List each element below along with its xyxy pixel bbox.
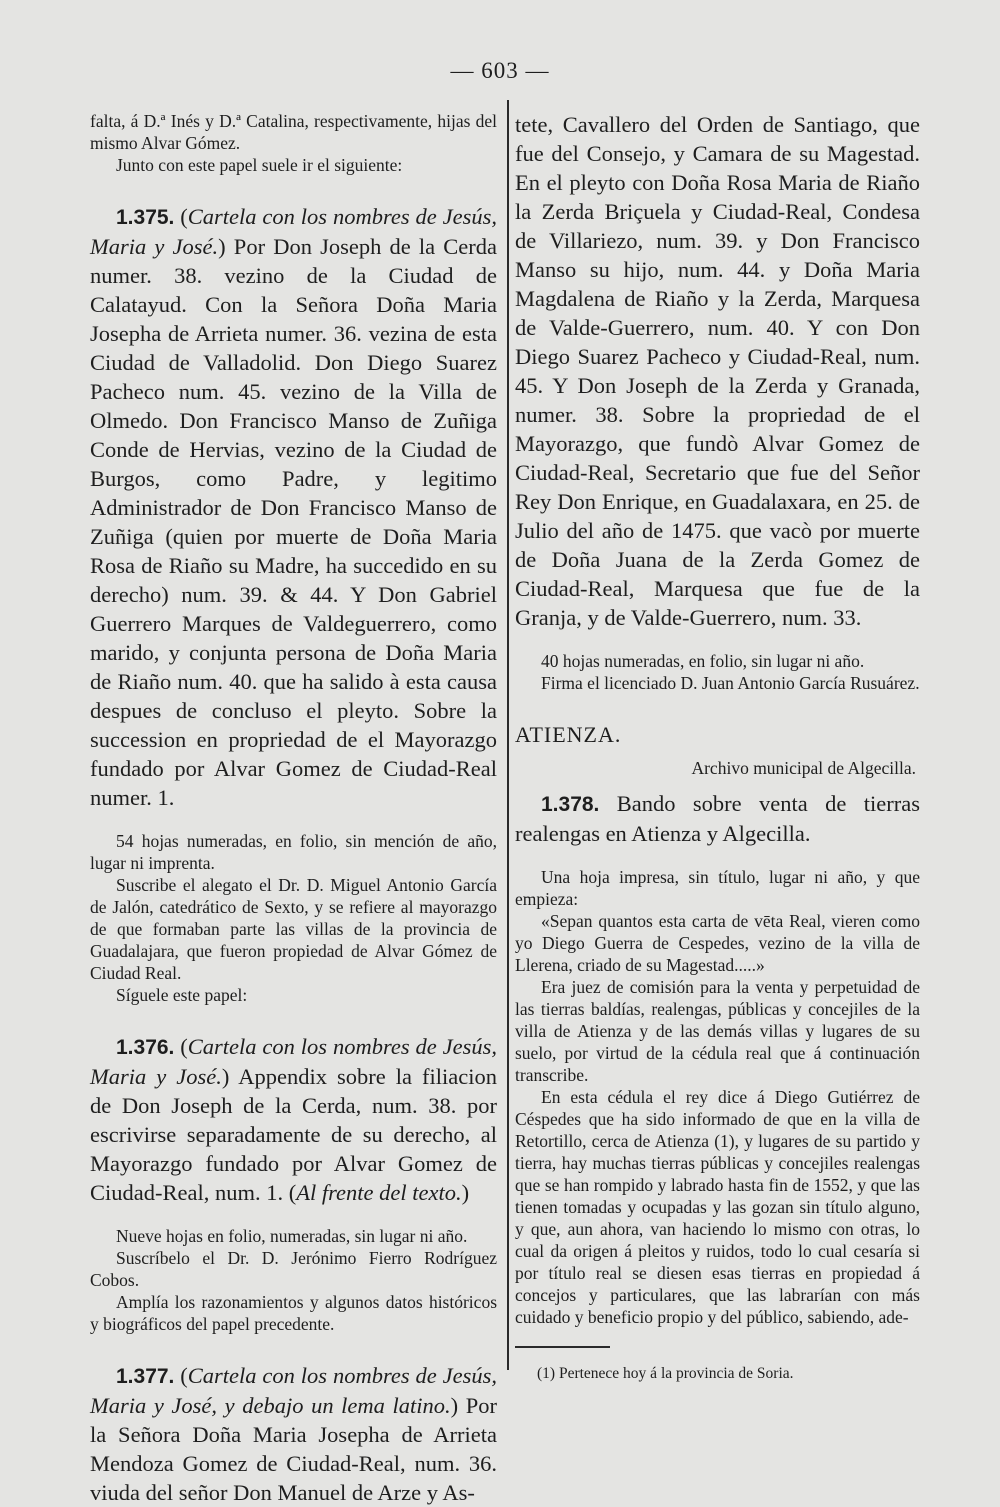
right-column bbox=[515, 110, 920, 1384]
entry-tail: Al frente del texto. bbox=[296, 1180, 462, 1205]
entry-note: Suscribe el alegato el Dr. D. Miguel Antonio García de Jalón, catedrático de Sexto, y se refiere al mayorazgo de que formaban parte las villas de la provincia de Guadalajara, que fueron propiedad de Alvar Gómez de Ciudad Real. bbox=[90, 875, 497, 983]
entry-note: Nueve hojas en folio, numeradas, sin lugar ni año. bbox=[116, 1226, 468, 1246]
entry-text: ) bbox=[461, 1180, 470, 1205]
entry-1376 bbox=[90, 1032, 497, 1207]
entry-text: ) bbox=[450, 1393, 459, 1418]
left-column bbox=[90, 110, 497, 1507]
archive-label: Archivo municipal de Algecilla. bbox=[691, 758, 916, 778]
entry-text: ( bbox=[174, 1034, 188, 1059]
entry-text: ( bbox=[174, 204, 188, 229]
entry-note: «Sepan quantos esta carta de vēta Real, vieren como yo Diego Guerra de Cespedes, vezino de la villa de Llerena, criado de su Magestad.....» bbox=[515, 911, 920, 975]
entry-1378 bbox=[515, 789, 920, 848]
entry-title: Cartela con los nombres de Jesús, Maria y José. bbox=[90, 1034, 497, 1089]
entry-note: 54 hojas numeradas, en folio, sin mención de año, lugar ni imprenta. bbox=[90, 831, 497, 873]
entry-title: Cartela con los nombres de Jesús, Maria y José. bbox=[90, 204, 497, 259]
entry-note: Síguele este papel: bbox=[116, 985, 248, 1005]
section-heading: ATIENZA. bbox=[515, 722, 622, 747]
entry-text: ) bbox=[221, 1064, 230, 1089]
entry-body: Por la Señora Doña Maria Josepha de Arrieta Mendoza Gomez de Ciudad-Real, num. 36. viuda del señor Don Manuel de Arze y As- bbox=[90, 1393, 497, 1505]
entry-note: En esta cédula el rey dice á Diego Gutiérrez de Céspedes que ha sido informado de que en la villa de Retortillo, cerca de Atienza (1), y lugares de su partido y tierra, hay muchas tierras públicas y concejiles realengas que se han rompido y labrado hasta fin de 1552, y que las tienen tomadas y ocupadas y las gozan sin título alguno, y que, aun ahora, van haciendo lo mismo con otras, lo cual da origen á pleitos y ruidos, todo lo cual cesaría si por título real se diesen esas tierras en propiedad á concejos y particulares, que las labrarían con más cuidado y beneficio propio y del público, sabiendo, ade- bbox=[515, 1087, 920, 1327]
entry-number: 1.378. bbox=[541, 793, 600, 816]
entry-number: 1.376. bbox=[116, 1036, 175, 1059]
entry-1377 bbox=[90, 1361, 497, 1507]
entry-note: 40 hojas numeradas, en folio, sin lugar ni año. bbox=[541, 651, 865, 671]
entry-text: ( bbox=[174, 1363, 188, 1388]
entry-text: ) bbox=[218, 234, 226, 259]
intro-paragraph: falta, á D.ª Inés y D.ª Catalina, respectivamente, hijas del mismo Alvar Gómez. bbox=[90, 111, 497, 153]
page-number: — 603 — bbox=[450, 58, 550, 83]
entry-number: 1.377. bbox=[116, 1365, 175, 1388]
entry-1375 bbox=[90, 202, 497, 812]
entry-note: Una hoja impresa, sin título, lugar ni año, y que empieza: bbox=[515, 867, 920, 909]
entry-body: Appendix sobre la filiacion de Don Joseph de la Cerda, num. 38. por escrivirse separadamente de su derecho, al Mayorazgo fundado por Alvar Gomez de Ciudad-Real, num. 1. ( bbox=[90, 1064, 497, 1205]
entry-number: 1.375. bbox=[116, 206, 175, 229]
footnote-rule bbox=[515, 1346, 610, 1348]
entry-note: Firma el licenciado D. Juan Antonio García Rusuárez. bbox=[541, 673, 920, 693]
intro-paragraph: Junto con este papel suele ir el siguiente: bbox=[116, 155, 403, 175]
footnote: (1) Pertenece hoy á la provincia de Soria. bbox=[537, 1365, 794, 1382]
column-divider bbox=[507, 100, 509, 1370]
entry-body: Por Don Joseph de la Cerda numer. 38. vezino de la Ciudad de Calatayud. Con la Señora Doña Maria Josepha de Arrieta numer. 36. vezina de esta Ciudad de Valladolid. Don Diego Suarez Pacheco num. 45. vezino de la Villa de Olmedo. Don Francisco Manso de Zuñiga Conde de Hervias, vezino de la Ciudad de Burgos, como Padre, y legitimo Administrador de Don Francisco Manso de Zuñiga (quien por muerte de Doña Maria Rosa de Riaño su Madre, ha succedido en su derecho) num. 39. & 44. Y Don Gabriel Guerrero Marques de Valdeguerrero, como marido, y conjunta persona de Doña Maria de Riaño num. 40. que ha salido à esta causa despues de concluso el pleyto. Sobre la succession en propriedad de el Mayorazgo fundado por Alvar Gomez de Ciudad-Real numer. 1. bbox=[90, 234, 498, 810]
entry-note: Amplía los razonamientos y algunos datos históricos y biográficos del papel precedente. bbox=[90, 1292, 497, 1334]
entry-body: Bando sobre venta de tierras realengas en Atienza y Algecilla. bbox=[515, 791, 920, 846]
entry-note: Suscríbelo el Dr. D. Jerónimo Fierro Rodríguez Cobos. bbox=[90, 1248, 497, 1290]
entry-continuation: tete, Cavallero del Orden de Santiago, que fue del Consejo, y Camara de su Magestad. En el pleyto con Doña Rosa Maria de Riaño la Zerda Briçuela y Ciudad-Real, Condesa de Villariezo, num. 39. y Don Francisco Manso su hijo, num. 44. y Doña Maria Magdalena de Riaño y la Zerda, Marquesa de Valde-Guerrero, num. 40. Y con Don Diego Suarez Pacheco y Ciudad-Real, num. 45. Y Don Joseph de la Zerda y Granada, numer. 38. Sobre la propriedad de el Mayorazgo, que fundò Alvar Gomez de Ciudad-Real, Secretario que fue del Señor Rey Don Enrique, en Guadalaxara, en 25. de Julio del año de 1475. que vacò por muerte de Doña Juana de la Zerda Gomez de Ciudad-Real, Marquesa que fue de la Granja, y de Valde-Guerrero, num. 33. bbox=[515, 112, 920, 630]
entry-title: Cartela con los nombres de Jesús, Maria y José, y debajo un lema latino. bbox=[90, 1363, 497, 1418]
entry-note: Era juez de comisión para la venta y perpetuidad de las tierras baldías, realengas, públicas y concejiles de la villa de Atienza y de las demás villas y lugares de su suelo, por virtud de la cédula real que á continuación transcribe. bbox=[515, 977, 920, 1085]
